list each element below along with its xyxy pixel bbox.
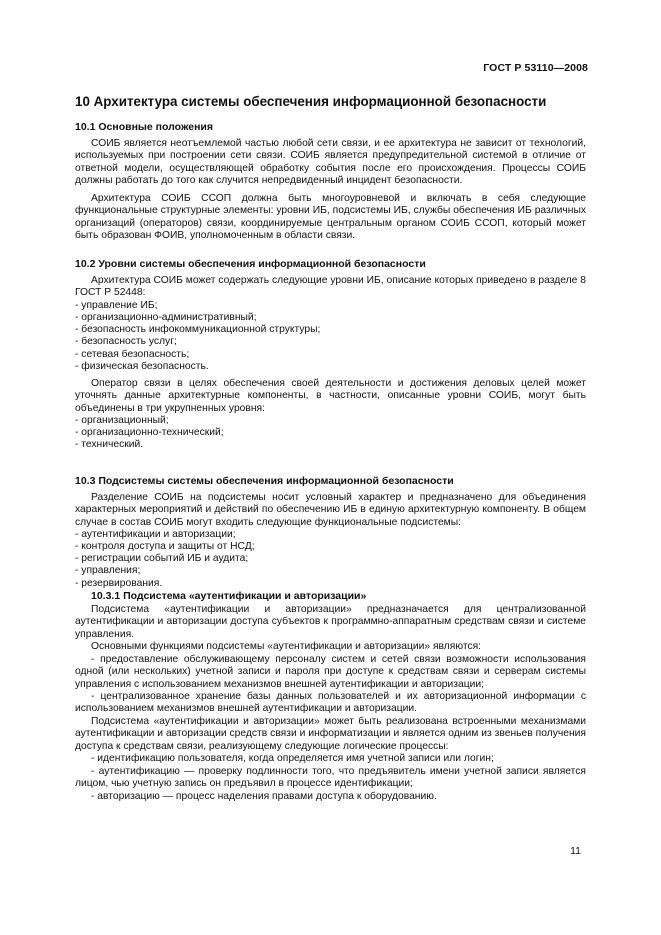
list-item: - технический.: [75, 439, 144, 450]
subsection-title-10-3: 10.3 Подсистемы системы обеспечения информационной безопасности: [75, 475, 454, 487]
paragraph: Архитектура СОИБ может содержать следующие уровни ИБ, описание которых приведено в разделе 8 ГОСТ Р 52448:: [75, 275, 586, 299]
list-item: - идентификацию пользователя, когда определяется имя учетной записи или логин;: [91, 753, 494, 764]
list-item: - сетевая безопасность;: [75, 349, 190, 360]
document-header: ГОСТ Р 53110—2008: [483, 62, 588, 74]
list-item: - аутентификацию — проверку подлинности того, что предъявитель имени учетной записи является лицом, чью учетную запись он предъявил в процессе идентификации;: [75, 766, 586, 790]
list-item: - контроля доступа и защиты от НСД;: [75, 541, 255, 552]
section-title: 10 Архитектура системы обеспечения информационной безопасности: [75, 94, 547, 109]
page-number: 11: [570, 845, 581, 857]
list-item: - резервирования.: [75, 578, 163, 589]
list-item: - управление ИБ;: [75, 300, 158, 311]
list-dash: -: [75, 300, 82, 311]
paragraph: Основными функциями подсистемы «аутентификации и авторизации» являются:: [91, 641, 482, 652]
list-item: - управления;: [75, 565, 141, 576]
subsection-title-10-3-1: 10.3.1 Подсистема «аутентификации и авторизации»: [91, 590, 367, 602]
subsection-title-10-1: 10.1 Основные положения: [75, 121, 214, 133]
list-item: - организационно-административный;: [75, 312, 257, 323]
paragraph: Подсистема «аутентификации и авторизации» может быть реализована встроенными механизмами аутентификации и авторизации средств связи и информатизации и является одним из звеньев получения доступа к средствам связи, реализующему следующие логические процессы:: [75, 716, 586, 752]
paragraph: Архитектура СОИБ ССОП должна быть многоуровневой и включать в себя следующие функциональные структурные элементы: уровни ИБ, подсистемы ИБ, службы обеспечения ИБ различных организаций (операторов) связи, координируемые центральным органом СОИБ ССОП, который может быть образован ФОИВ, уполномоченным в области связи.: [75, 193, 586, 242]
paragraph: Подсистема «аутентификации и авторизации» предназначается для централизованной аутентификации и авторизации доступа субъектов к программно-аппаратным средствам связи и системе управления.: [75, 604, 586, 640]
list-item: - авторизацию — процесс наделения правами доступа к оборудованию.: [91, 791, 437, 802]
list-item: - централизованное хранение базы данных пользователей и их авторизационной информации с использованием механизмов внешней аутентификации и авторизации.: [75, 691, 586, 715]
list-item: - предоставление обслуживающему персоналу систем и сетей связи возможности использования одной (или нескольких) учетной записи и пароля при доступе к средствам связи и серверам системы управления с использованием механизмов внешней аутентификации и авторизации;: [75, 654, 586, 690]
list-item: - безопасность инфокоммуникационной структуры;: [75, 324, 321, 335]
list-item: - безопасность услуг;: [75, 336, 177, 347]
list-item: - организационный;: [75, 415, 169, 426]
paragraph: Разделение СОИБ на подсистемы носит условный характер и предназначено для объединения характерных мероприятий и действий по обеспечению ИБ в единую архитектурную компоненту. В общем случае в состав СОИБ могут входить следующие функциональные подсистемы:: [75, 492, 586, 528]
subsection-title-10-2: 10.2 Уровни системы обеспечения информационной безопасности: [75, 258, 426, 270]
list-item: - регистрации событий ИБ и аудита;: [75, 553, 249, 564]
paragraph: Оператор связи в целях обеспечения своей деятельности и достижения деловых целей может уточнять данные архитектурные компоненты, в частности, описанные уровни СОИБ, могут быть объединены в три укрупненных уровня:: [75, 378, 586, 414]
list-item: - физическая безопасность.: [75, 361, 209, 372]
list-item: - организационно-технический;: [75, 427, 224, 438]
paragraph: СОИБ является неотъемлемой частью любой сети связи, и ее архитектура не зависит от технологий, используемых при построении сети связи. СОИБ является предупредительной системой в отличие от ответной модели, осуществляющей обработку события после его происхождения. Процессы СОИБ должны работать до того как случится непредвиденный инцидент безопасности.: [75, 138, 586, 187]
list-item: - аутентификации и авторизации;: [75, 529, 236, 540]
